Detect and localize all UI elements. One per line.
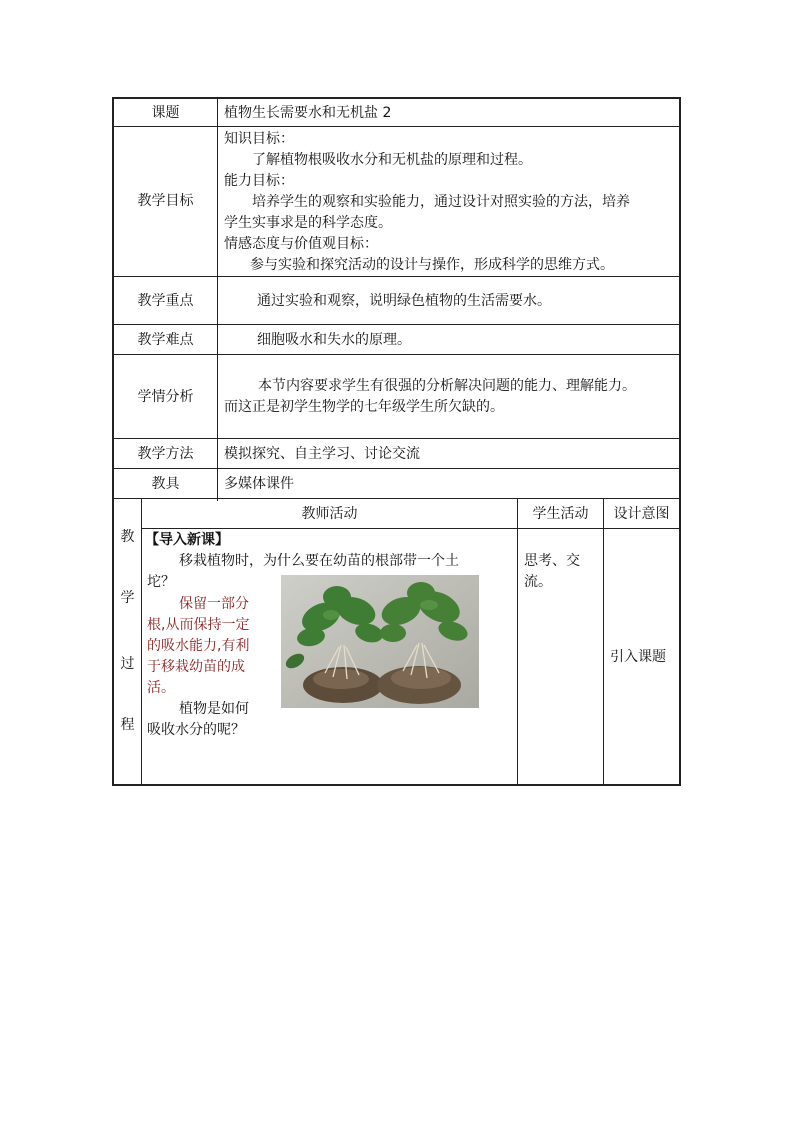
process-side-char: 学	[120, 590, 135, 606]
student-activity-line: 思考、交	[524, 553, 580, 569]
question-line1: 移栽植物时，为什么要在幼苗的根部带一个土	[179, 553, 459, 569]
emotion-heading: 情感态度与价值观目标：	[224, 236, 378, 252]
seedling-photo-icon	[281, 575, 479, 708]
process-side-char: 过	[120, 656, 135, 672]
student-activity-header: 学生活动	[532, 506, 589, 522]
row-divider	[114, 276, 679, 277]
answer-line: 保留一部分	[179, 596, 249, 612]
topic-label: 课题	[151, 105, 180, 121]
student-activity-line: 流。	[524, 574, 552, 590]
row-divider	[114, 354, 679, 355]
row-divider	[114, 438, 679, 439]
answer-line: 的吸水能力,有利	[147, 638, 250, 654]
topic-value: 植物生长需要水和无机盐 2	[224, 105, 392, 121]
tools-label: 教具	[151, 476, 180, 492]
section-title: 【导入新课】	[145, 532, 229, 548]
analysis-line2: 而这正是初学生物学的七年级学生所欠缺的。	[224, 399, 504, 415]
tools-value: 多媒体课件	[224, 476, 294, 492]
emotion-text: 参与实验和探究活动的设计与操作，形成科学的思维方式。	[250, 257, 614, 273]
key-points-label: 教学重点	[137, 293, 194, 309]
process-header-divider	[141, 528, 679, 529]
process-side-char: 程	[120, 717, 135, 733]
row-divider	[114, 498, 679, 499]
design-intent-header: 设计意图	[613, 506, 670, 522]
side-label-divider	[141, 499, 142, 786]
answer-line: 于移栽幼苗的成	[147, 659, 245, 675]
answer-line: 根,从而保持一定	[147, 617, 250, 633]
knowledge-heading: 知识目标：	[224, 131, 294, 147]
row-divider	[114, 324, 679, 325]
knowledge-text: 了解植物根吸收水分和无机盐的原理和过程。	[252, 152, 532, 168]
design-intent-value: 引入课题	[610, 649, 666, 665]
analysis-label: 学情分析	[137, 389, 194, 405]
difficulties-value: 细胞吸水和失水的原理。	[257, 332, 411, 348]
row-divider	[114, 468, 679, 469]
seedling-photo	[281, 575, 479, 708]
analysis-line1: 本节内容要求学生有很强的分析解决问题的能力、理解能力。	[258, 378, 636, 394]
ability-text-line1: 培养学生的观察和实验能力，通过设计对照实验的方法，培养	[252, 194, 630, 210]
key-points-value: 通过实验和观察，说明绿色植物的生活需要水。	[257, 293, 551, 309]
teacher-student-divider	[517, 499, 518, 786]
row-divider	[114, 126, 679, 127]
methods-value: 模拟探究、自主学习、讨论交流	[224, 446, 420, 462]
label-column-divider	[217, 99, 218, 501]
process-side-char: 教	[120, 529, 135, 545]
question-line2: 坨？	[147, 574, 175, 590]
ability-heading: 能力目标：	[224, 173, 294, 189]
teacher-activity-header: 教师活动	[301, 506, 358, 522]
objectives-label: 教学目标	[137, 193, 194, 209]
ability-text-line2: 学生实事求是的科学态度。	[224, 215, 392, 231]
student-design-divider	[603, 499, 604, 786]
followup-line2: 吸收水分的呢？	[147, 722, 245, 738]
followup-line1: 植物是如何	[179, 701, 249, 717]
difficulties-label: 教学难点	[137, 332, 194, 348]
answer-line: 活。	[147, 680, 175, 696]
methods-label: 教学方法	[137, 446, 194, 462]
lesson-plan-table	[112, 97, 681, 786]
